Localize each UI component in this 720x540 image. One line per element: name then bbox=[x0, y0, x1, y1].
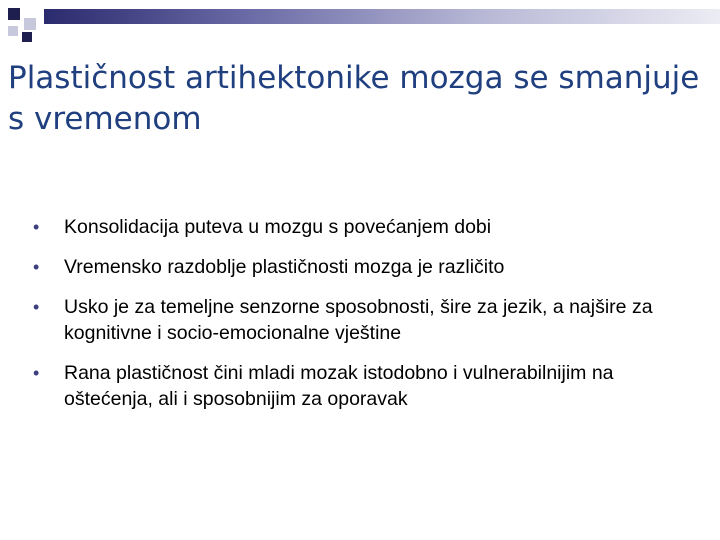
bullet-dot-icon: • bbox=[33, 297, 40, 317]
bullet-text: Vremensko razdoblje plastičnosti mozga je različito bbox=[64, 256, 505, 278]
header-gradient-bar bbox=[44, 9, 720, 24]
bullet-dot-icon: • bbox=[33, 257, 40, 277]
decor-square-dark bbox=[22, 32, 32, 42]
bullet-dot-icon: • bbox=[33, 217, 40, 237]
decor-square-light bbox=[8, 26, 18, 36]
bullet-text: Usko je za temeljne senzorne sposobnosti, šire za jezik, a najšire za kognitivne i socio-emocionalne vještine bbox=[64, 296, 653, 344]
list-item bbox=[30, 254, 690, 280]
slide-title: Plastičnost artihektonike mozga se smanjuje s vremenom bbox=[8, 60, 700, 137]
decor-square-light bbox=[24, 18, 36, 30]
list-item bbox=[30, 214, 690, 240]
header-decoration bbox=[0, 0, 720, 50]
bullet-list bbox=[30, 214, 690, 426]
list-item bbox=[30, 360, 690, 412]
decor-square-dark bbox=[8, 8, 20, 20]
bullet-text: Rana plastičnost čini mladi mozak istodobno i vulnerabilnijim na oštećenja, ali i sposobnijim za oporavak bbox=[64, 362, 614, 410]
bullet-dot-icon: • bbox=[33, 363, 40, 383]
bullet-text: Konsolidacija puteva u mozgu s povećanjem dobi bbox=[64, 216, 492, 238]
list-item bbox=[30, 294, 690, 346]
